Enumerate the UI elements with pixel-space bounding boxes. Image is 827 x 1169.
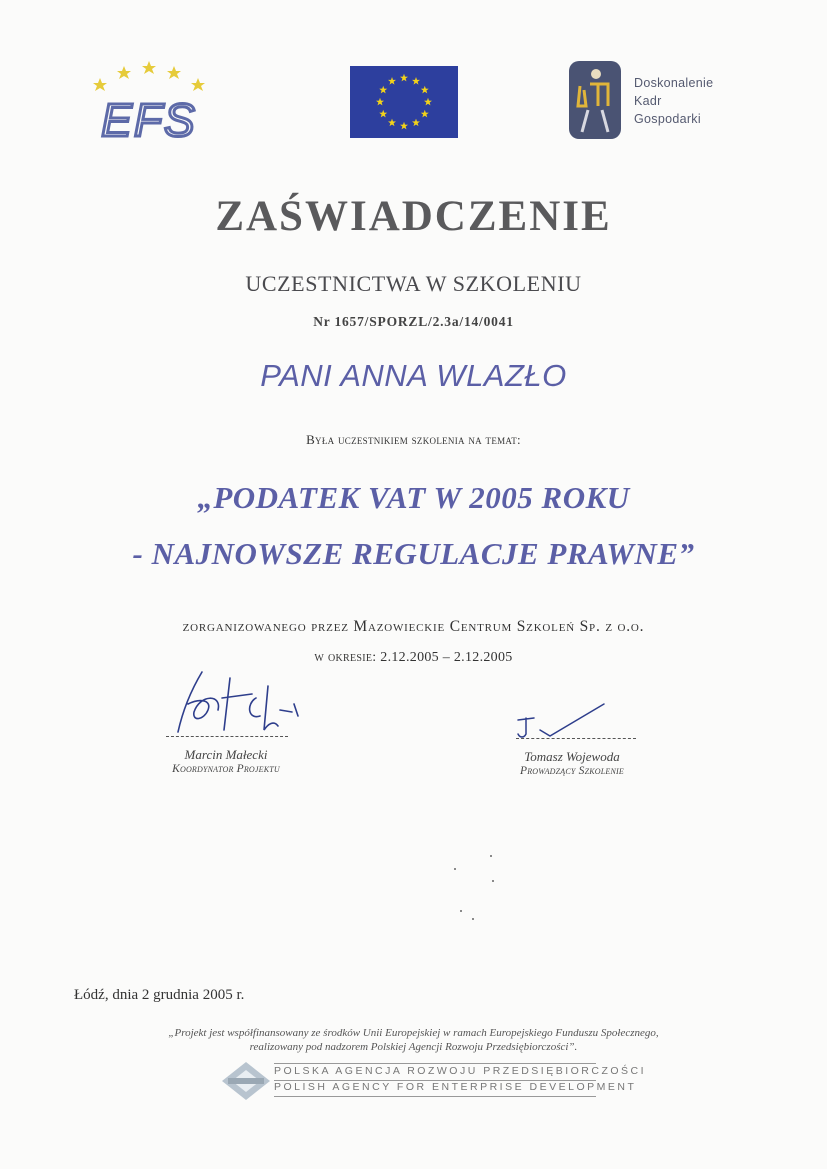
organizer: zorganizowanego przez Mazowieckie Centrum Szkoleń Sp. z o.o. (182, 618, 645, 635)
scan-speck (460, 910, 462, 912)
signatory-left-role: Koordynator Projektu (172, 763, 280, 775)
signature-right (510, 700, 620, 742)
parp-rule-bottom (274, 1096, 596, 1097)
footnote-line-2: realizowany pod nadzorem Polskiej Agencji Rozwoju Przedsiębiorczości”. (249, 1041, 578, 1053)
place-and-date: Łódź, dnia 2 grudnia 2005 r. (74, 987, 245, 1003)
signatory-right-name: Tomasz Wojewoda (524, 749, 620, 764)
eu-flag-logo (350, 66, 458, 138)
training-period (0, 650, 827, 666)
topic-line-2: - NAJNOWSZE REGULACJE PRAWNE” (132, 536, 695, 571)
parp-rule-middle (274, 1080, 596, 1081)
efs-logo (84, 58, 214, 146)
parp-text-pl: POLSKA AGENCJA ROZWOJU PRZEDSIĘBIORCZOŚCI (274, 1065, 647, 1077)
participant-name: PANI ANNA WLAZŁO (260, 358, 567, 393)
scan-speck (492, 880, 494, 882)
signature-left (160, 664, 310, 740)
signature-line-right (516, 738, 636, 739)
certificate-subtitle: UCZESTNICTWA W SZKOLENIU (245, 271, 582, 296)
dkg-logo (568, 60, 638, 140)
parp-text-en: POLISH AGENCY FOR ENTERPRISE DEVELOPMENT (274, 1081, 637, 1093)
footnote-line-1: „Projekt jest współfinansowany ze środków Unii Europejskiej w ramach Europejskiego Funduszu Społecznego, (168, 1027, 659, 1039)
parp-logo (220, 1060, 272, 1102)
certificate-title: ZAŚWIADCZENIE (215, 193, 612, 240)
period-value: 2.12.2005 – 2.12.2005 (380, 650, 513, 665)
certificate-number: Nr 1657/SPORZL/2.3a/14/0041 (313, 314, 514, 329)
signatory-left-name: Marcin Małecki (184, 747, 268, 762)
topic-line-1: „PODATEK VAT W 2005 ROKU (197, 480, 630, 515)
efs-stars (93, 61, 205, 91)
scan-speck (490, 855, 492, 857)
parp-text (274, 1063, 646, 1095)
scan-speck (454, 868, 456, 870)
dkg-logo-text (634, 74, 713, 128)
dkg-text-line1: Doskonalenie (634, 76, 714, 90)
topic-intro: Była uczestnikiem szkolenia na temat: (306, 432, 521, 447)
funding-footnote (0, 1026, 827, 1054)
efs-logo-text: EFS (101, 94, 197, 146)
signature-line-left (166, 736, 288, 737)
dkg-text-line3: Gospodarki (634, 112, 701, 126)
scan-speck (472, 918, 474, 920)
dkg-text-line2: Kadr (634, 94, 662, 108)
period-label: w okresie: (314, 650, 377, 665)
signatory-right-role: Prowadzący Szkolenie (520, 765, 624, 777)
